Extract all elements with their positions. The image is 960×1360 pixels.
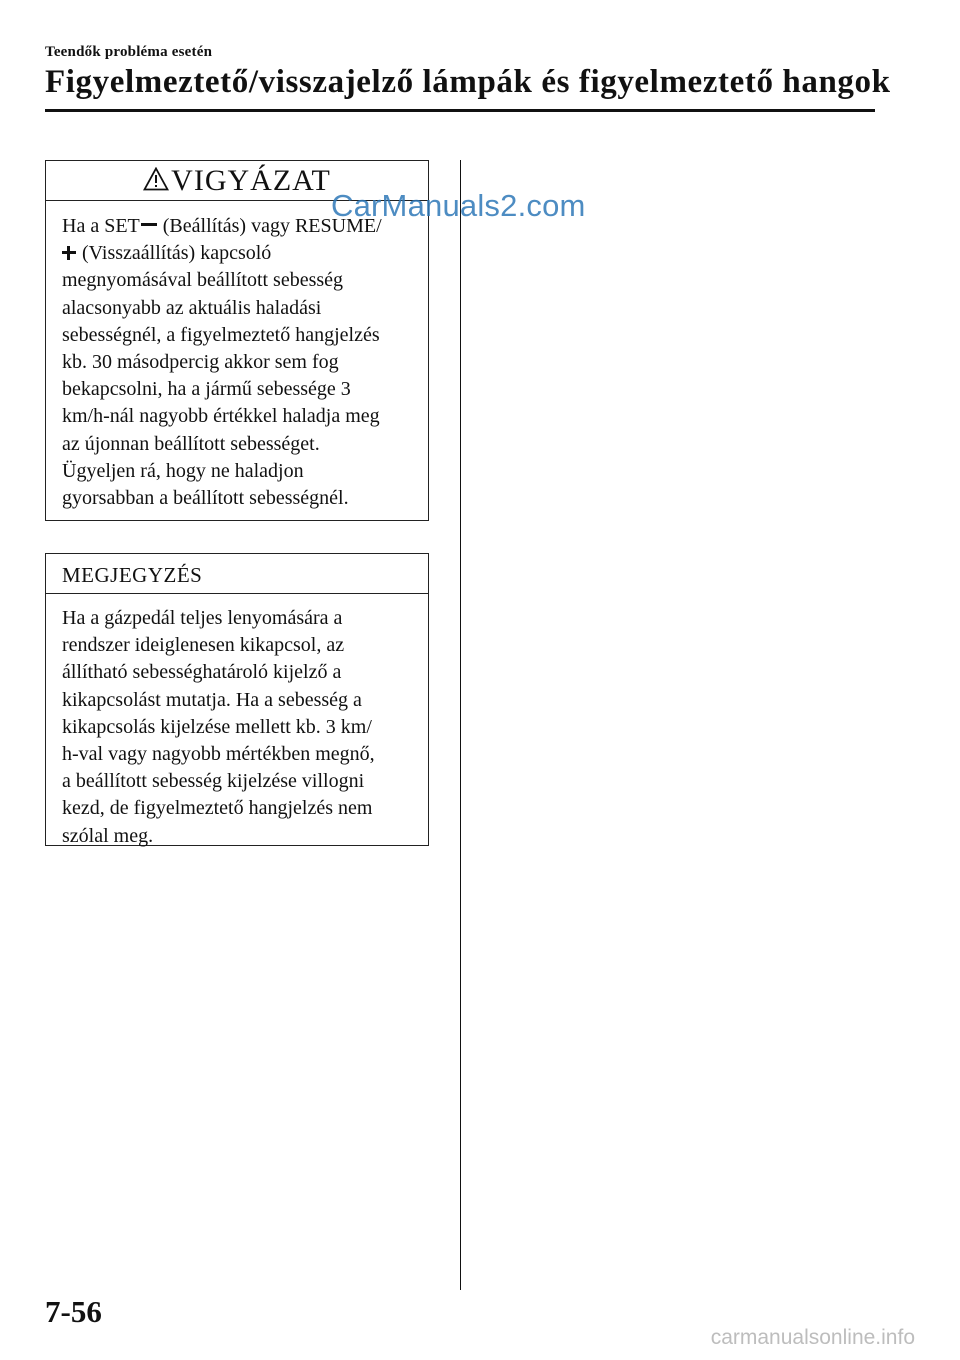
note-line: szólal meg. (62, 824, 154, 847)
column-divider (460, 160, 461, 1290)
minus-icon (141, 223, 157, 226)
caution-line: gyorsabban a beállított sebességnél. (62, 487, 349, 510)
watermark-logo: CarManuals2.com (331, 188, 586, 223)
caution-line-1a: Ha a SET (62, 215, 140, 237)
note-title: MEGJEGYZÉS (62, 563, 203, 587)
caution-line: kb. 30 másodpercig akkor sem fog (62, 351, 339, 374)
note-box (45, 553, 429, 846)
caution-body (46, 201, 428, 512)
caution-line (62, 240, 418, 267)
caution-line: alacsonyabb az aktuális haladási (62, 296, 322, 319)
note-line: kikapcsolás kijelzése mellett kb. 3 km/ (62, 715, 372, 738)
plus-icon (62, 246, 76, 260)
caution-title-text: VIGYÁZAT (171, 164, 331, 197)
caution-line: km/h-nál nagyobb értékkel haladja meg (62, 405, 380, 428)
caution-line: az újonnan beállított sebességet. (62, 432, 320, 455)
section-label: Teendők probléma esetén (45, 44, 213, 60)
warning-triangle-icon (143, 167, 169, 191)
caution-line-2: (Visszaállítás) kapcsoló (82, 242, 272, 265)
page-number: 7-56 (45, 1294, 102, 1329)
note-body (46, 594, 428, 850)
caution-line: bekapcsolni, ha a jármű sebessége 3 (62, 378, 351, 401)
caution-line: sebességnél, a figyelmeztető hangjelzés (62, 323, 380, 346)
page-title: Figyelmeztető/visszajelző lámpák és figyelmeztető hangok (45, 64, 891, 100)
note-header (46, 554, 428, 594)
caution-line-1b: (Beállítás) vagy RESUME/ (162, 215, 382, 237)
note-line: h-val vagy nagyobb mértékben megnő, (62, 743, 375, 766)
note-line: állítható sebességhatároló kijelző a (62, 661, 342, 684)
note-line: Ha a gázpedál teljes lenyomására a (62, 607, 343, 629)
note-line: rendszer ideiglenesen kikapcsol, az (62, 634, 345, 657)
caution-line: Ügyeljen rá, hogy ne haladjon (62, 459, 304, 482)
footer-watermark: carmanualsonline.info (710, 1326, 915, 1349)
note-line: kikapcsolást mutatja. Ha a sebesség a (62, 688, 362, 711)
title-divider (45, 109, 875, 112)
note-line: kezd, de figyelmeztető hangjelzés nem (62, 797, 373, 820)
caution-line: megnyomásával beállított sebesség (62, 269, 344, 292)
note-line: a beállított sebesség kijelzése villogni (62, 770, 365, 793)
